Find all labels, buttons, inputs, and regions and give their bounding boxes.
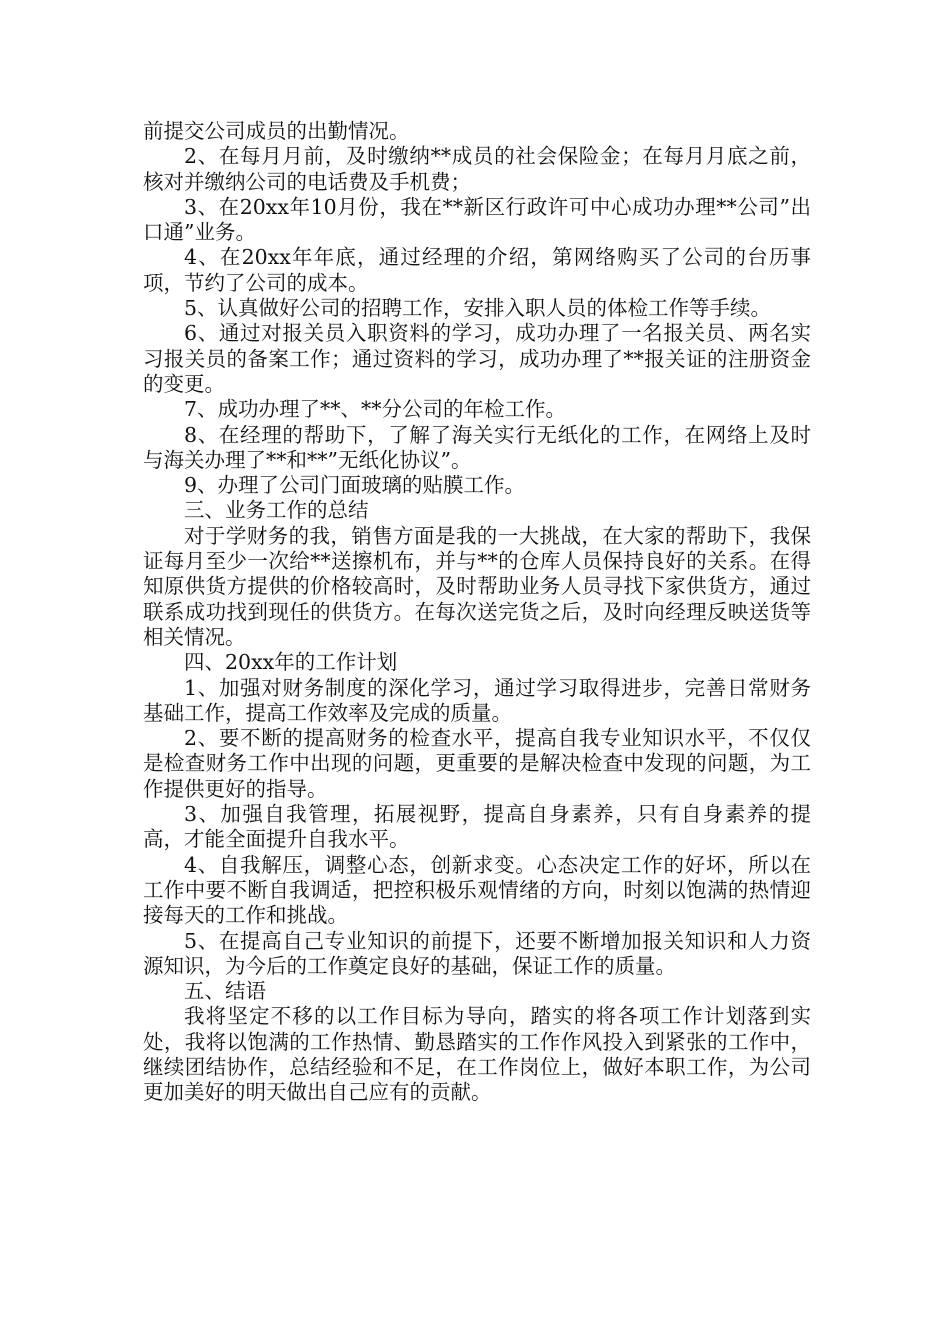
section-heading-conclusion: 五、结语 — [184, 979, 266, 1004]
paragraph-item-3: 3、在20xx年10月份，我在**新区行政许可中心成功办理**公司”出口通”业务。 — [143, 194, 811, 245]
paragraph-business-summary: 对于学财务的我，销售方面是我的一大挑战，在大家的帮助下，我保证每月至少一次给**送擦机布，并与**的仓库人员保持良好的关系。在得知原供货方提供的价格较高时，及时帮助业务人员寻找下家供货方，通过联系成功找到现任的供货方。在每次送完货之后，及时向经理反映送货等相关情况。 — [143, 523, 811, 649]
paragraph-conclusion: 我将坚定不移的以工作目标为导向，踏实的将各项工作计划落到实处，我将以饱满的工作热情、勤恳踏实的工作作风投入到紧张的工作中，继续团结协作，总结经验和不足，在工作岗位上，做好本职工作，为公司更加美好的明天做出自己应有的贡献。 — [143, 1004, 811, 1105]
paragraph-item-5: 5、认真做好公司的招聘工作，安排入职人员的体检工作等手续。 — [184, 296, 772, 321]
paragraph-item-8: 8、在经理的帮助下，了解了海关实行无纸化的工作，在网络上及时与海关办理了**和**”无纸化协议”。 — [143, 422, 811, 472]
paragraph-item-4: 4、在20xx年年底，通过经理的介绍，第网络购买了公司的台历事项，节约了公司的成本。 — [143, 245, 811, 295]
document-body — [143, 119, 811, 1106]
section-heading-work-plan: 四、20xx年的工作计划 — [184, 650, 398, 675]
paragraph-item-9: 9、办理了公司门面玻璃的贴膜工作。 — [184, 473, 526, 498]
section-heading-business-summary: 三、业务工作的总结 — [184, 498, 369, 523]
paragraph-plan-item-1: 1、加强对财务制度的深化学习，通过学习取得进步，完善日常财务基础工作，提高工作效率及完成的质量。 — [143, 675, 811, 725]
paragraph-item-7: 7、成功办理了**、**分公司的年检工作。 — [184, 397, 567, 422]
paragraph-plan-item-4: 4、自我解压，调整心态，创新求变。心态决定工作的好坏，所以在工作中要不断自我调适，把控积极乐观情绪的方向，时刻以饱满的热情迎接每天的工作和挑战。 — [143, 852, 811, 928]
paragraph-continuation: 前提交公司成员的出勤情况。 — [143, 119, 410, 143]
paragraph-item-6: 6、通过对报关员入职资料的学习，成功办理了一名报关员、两名实习报关员的备案工作；通过资料的学习，成功办理了**报关证的注册资金的变更。 — [143, 321, 811, 396]
paragraph-plan-item-5: 5、在提高自己专业知识的前提下，还要不断增加报关知识和人力资源知识，为今后的工作奠定良好的基础，保证工作的质量。 — [143, 928, 811, 978]
paragraph-item-2: 2、在每月月前，及时缴纳**成员的社会保险金；在每月月底之前，核对并缴纳公司的电话费及手机费； — [143, 144, 811, 194]
paragraph-plan-item-2: 2、要不断的提高财务的检查水平，提高自我专业知识水平，不仅仅是检查财务工作中出现的问题，更重要的是解决检查中发现的问题，为工作提供更好的指导。 — [143, 726, 811, 801]
paragraph-plan-item-3: 3、加强自我管理，拓展视野，提高自身素养，只有自身素养的提高，才能全面提升自我水平。 — [143, 802, 811, 852]
